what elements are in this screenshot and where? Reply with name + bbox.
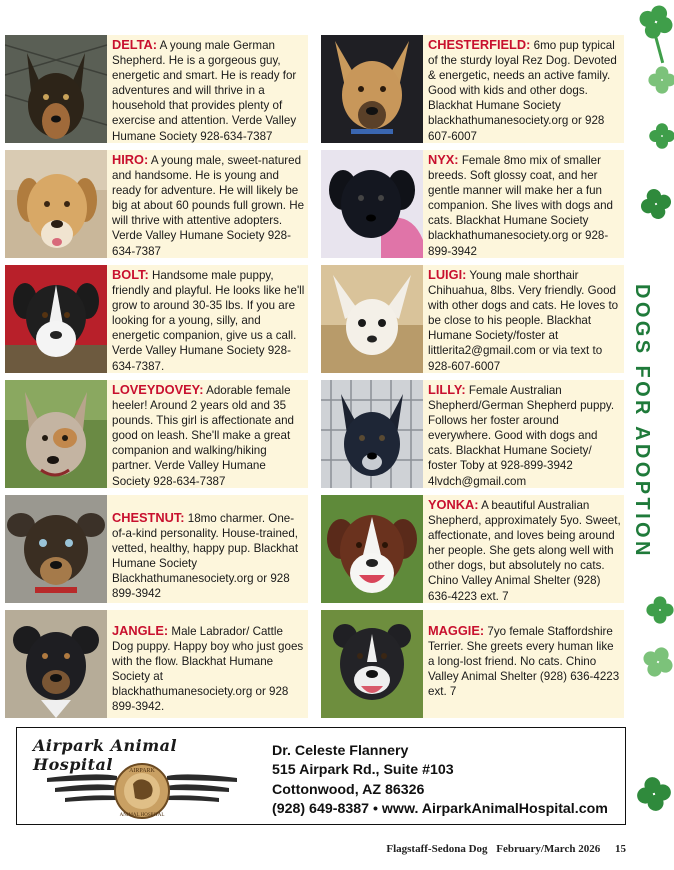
dog-description xyxy=(428,623,622,699)
dog-photo xyxy=(321,150,423,258)
dog-details: Adorable female heeler! Around 2 years old and 35 pounds. This girl is affectionate and good on leash. She'll make a great companion and walking/hiking partner. Verde Valley Humane Society 928-634-7387 xyxy=(112,384,294,488)
dog-description xyxy=(428,267,622,374)
dog-name: MAGGIE: xyxy=(428,623,485,638)
dog-card-nyx xyxy=(321,150,624,258)
dog-details: A young male, sweet-natured and handsome. He is young and ready for adventure. He will likely be big at about 60 pounds full grown. He will thrive with attentive adopters. Verde Valley Humane Society 928-634-7387 xyxy=(112,154,305,258)
shamrock-decoration xyxy=(634,182,674,232)
side-title xyxy=(628,284,660,584)
dog-name: HIRO: xyxy=(112,152,149,167)
dog-description xyxy=(428,497,622,604)
dog-card-chestnut xyxy=(5,495,308,603)
dog-details: Male Labrador/ Cattle Dog puppy. Happy boy who just goes with the flow. Blackhat Humane Society at blackhathumanesociety.org or 928 899-3942. xyxy=(112,625,304,714)
dog-card-lilly xyxy=(321,380,624,488)
shamrock-decoration xyxy=(640,590,674,634)
dog-description xyxy=(112,623,306,715)
shamrock-decoration xyxy=(628,0,674,66)
dog-photo xyxy=(321,35,423,143)
ad-address-line2: Cottonwood, AZ 86326 xyxy=(272,781,425,798)
dog-name: LILLY: xyxy=(428,382,466,397)
dog-photo xyxy=(5,150,107,258)
dog-card-chesterfield xyxy=(321,35,624,143)
ad-contact: (928) 649-8387 • www. AirparkAnimalHospital.com xyxy=(272,800,608,817)
page-footer xyxy=(380,843,626,855)
dog-details: Female 8mo mix of smaller breeds. Soft glossy coat, and her gentle manner will make her a fun companion. She lives with dogs and cats. Blackhat Humane Society blackhathumanesociety.org or 928-899-3942 xyxy=(428,154,613,258)
dog-card-hiro xyxy=(5,150,308,258)
dog-name: DELTA: xyxy=(112,37,158,52)
dog-details: Young male shorthair Chihuahua, 8lbs. Very friendly. Good with other dogs and cats. He loves to be close to his people. Blackhat Humane Society/foster at littlerita2@gmail.com or via text to 928-607-6007 xyxy=(428,269,619,373)
dog-card-yonka xyxy=(321,495,624,603)
dog-description xyxy=(112,382,306,489)
dog-photo xyxy=(321,265,423,373)
shamrock-decoration xyxy=(644,118,674,158)
footer-page-number: 15 xyxy=(615,843,626,855)
dog-name: NYX: xyxy=(428,152,459,167)
dog-photo xyxy=(5,35,107,143)
dog-name: CHESTNUT: xyxy=(112,510,185,525)
dog-photo xyxy=(5,380,107,488)
dog-card-loveydovey xyxy=(5,380,308,488)
dog-photo xyxy=(321,380,423,488)
dog-card-bolt xyxy=(5,265,308,373)
dog-name: BOLT: xyxy=(112,267,149,282)
side-title-text: DOGS FOR ADOPTION xyxy=(631,284,653,559)
dog-photo xyxy=(321,495,423,603)
dog-name: CHESTERFIELD: xyxy=(428,37,531,52)
ad-doctor: Dr. Celeste Flannery xyxy=(272,743,409,759)
dog-description xyxy=(112,267,306,374)
dog-name: YONKA: xyxy=(428,497,479,512)
dog-card-luigi xyxy=(321,265,624,373)
dog-name: LOVEYDOVEY: xyxy=(112,382,204,397)
dog-name: LUIGI: xyxy=(428,267,467,282)
footer-publication: Flagstaff-Sedona Dog xyxy=(386,843,488,855)
dog-description xyxy=(112,152,306,259)
dog-details: 18mo charmer. One-of-a-kind personality. House-trained, vetted, healthy, happy pup. Blackhat Humane Society Blackhathumanesociety.org or 928 899-3942 xyxy=(112,512,299,601)
sponsor-ad xyxy=(16,727,626,825)
dog-photo xyxy=(5,265,107,373)
dog-name: JANGLE: xyxy=(112,623,169,638)
ad-contact-block xyxy=(272,742,608,819)
ad-business-name: Airpark Animal Hospital xyxy=(33,736,178,774)
dog-details: 7yo female Staffordshire Terrier. She greets every human like a long-lost friend. No cats. Chino Valley Animal Shelter (928) 636-4223 ext. 7 xyxy=(428,625,620,699)
dog-description xyxy=(428,37,622,144)
dog-details: A young male German Shepherd. He is a gorgeous guy, energetic and smart. He is ready for adventures and will thrive in a household that provides plenty of exercise and attention. Verde Valley Humane Society 928-634-7387 xyxy=(112,39,297,143)
dog-description xyxy=(112,37,306,144)
dog-photo xyxy=(321,610,423,718)
dog-details: A beautiful Australian Shepherd, approximately 5yo. Sweet, affectionate, and loves being around her people. She gets along well with other dogs, but absolutely no cats. Chino Valley Animal Shelter (928) 636-4223 ext. 7 xyxy=(428,499,621,603)
dog-description xyxy=(428,382,622,489)
ad-address-line1: 515 Airpark Rd., Suite #103 xyxy=(272,762,454,779)
dog-photo xyxy=(5,495,107,603)
shamrock-decoration xyxy=(632,770,674,830)
dog-photo xyxy=(5,610,107,718)
dog-card-maggie xyxy=(321,610,624,718)
logo-text: AIRPARK xyxy=(129,768,155,774)
dog-details: Handsome male puppy, friendly and playful. He looks like he'll grow to around 30-35 lbs. If you are looking for a young, silly, and energetic companion, give us a call. Verde Valley Humane Society 928-634-7387. xyxy=(112,269,305,373)
dog-card-delta xyxy=(5,35,308,143)
dog-description xyxy=(112,510,306,602)
footer-issue: February/March 2026 xyxy=(496,843,601,855)
dog-description xyxy=(428,152,622,259)
airplane-logo-icon xyxy=(47,762,237,820)
dog-card-jangle xyxy=(5,610,308,718)
shamrock-decoration xyxy=(636,640,674,690)
dog-details: 6mo pup typical of the sturdy loyal Rez Dog. Devoted & energetic, needs an active family. Good with kids and other dogs. Blackhat Humane Society blackhathumanesociety.org or 928 607-6007 xyxy=(428,39,617,143)
logo-subtext: ANIMAL HOSPITAL xyxy=(119,813,165,818)
shamrock-decoration xyxy=(640,60,674,104)
dog-details: Female Australian Shepherd/German Shepherd puppy. Follows her foster around everywhere. Good with dogs and cats. Blackhat Humane Society/ foster Toby at 928-899-3942 4lvdch@gmail.com xyxy=(428,384,615,488)
